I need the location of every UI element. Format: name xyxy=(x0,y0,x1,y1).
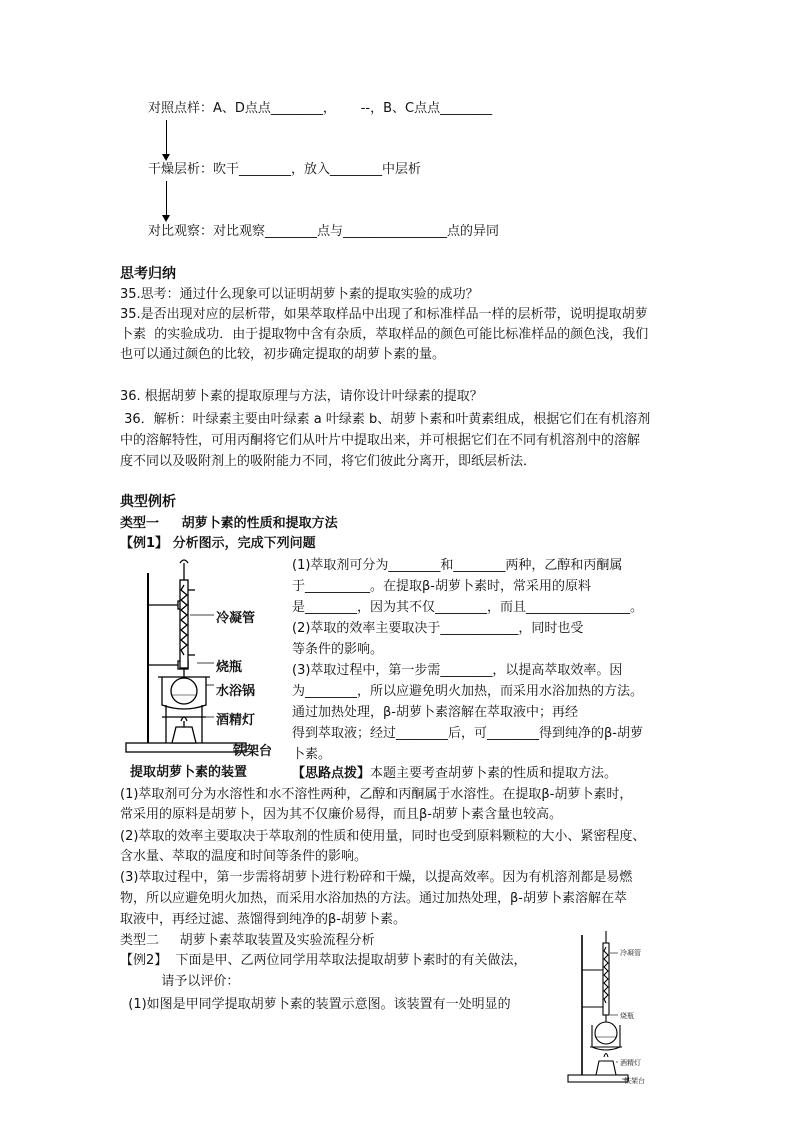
answer3-line1: (3)萃取过程中，第一步需将胡萝卜进行粉碎和干燥，以提高效率。因为有机溶剂都是易燃 xyxy=(120,870,633,885)
ex1-q1-line1: (1)萃取剂可分为________和________两种，乙醇和丙酮属 xyxy=(292,558,623,573)
summary-heading: 思考归纳 xyxy=(120,266,176,282)
ex1-q3-line3: 通过加热处理，β-胡萝卜素溶解在萃取液中；再经 xyxy=(292,705,578,720)
figure1-caption: 提取胡萝卜素的装置 xyxy=(130,765,248,780)
example-2-line1: 【例2】 下面是甲、乙两位同学用萃取法提取胡萝卜素时的有关做法， xyxy=(120,953,527,968)
answer2-line2: 含水量、萃取的温度和时间等条件的影响。 xyxy=(120,849,368,864)
figure1-label-condenser: 冷凝管 xyxy=(216,611,256,626)
ex1-q3-line5: 卜素。 xyxy=(292,747,332,762)
figure1-label-alcohol-lamp: 酒精灯 xyxy=(216,713,256,728)
figure1-label-flask: 烧瓶 xyxy=(216,660,243,675)
apparatus-figure-2 xyxy=(560,925,660,1093)
hint-line xyxy=(292,764,617,783)
answer-36-line1: 36．解析：叶绿素主要由叶绿素 a 叶绿素 b、胡萝卜素和叶黄素组成，根据它们在有机溶剂 xyxy=(120,412,651,427)
flow-arrow-line-1 xyxy=(166,120,167,156)
answer1-line1: (1)萃取剂可分为水溶性和水不溶性两种，乙醇和丙酮属于水溶性。在提取β-胡萝卜素时， xyxy=(120,787,633,802)
type-2-heading: 类型二 胡萝卜素萃取装置及实验流程分析 xyxy=(120,933,375,948)
answer3-line2: 物，所以应避免明火加热，而采用水浴加热的方法。通过加热处理，β-胡萝卜素溶解在萃 xyxy=(120,891,627,906)
answer-36-line3: 度不同以及吸附剂上的吸附能力不同，将它们彼此分离开，即纸层析法． xyxy=(120,454,537,469)
flow-step-1: 对照点样：A、D点点________， --，B、C点点________ xyxy=(148,101,493,116)
answer1-line2: 常采用的原料是胡萝卜，因为其不仅廉价易得，而且β-胡萝卜素含量也较高。 xyxy=(120,807,562,822)
examples-heading: 典型例析 xyxy=(120,494,176,510)
figure1-label-iron-stand: 铁架台 xyxy=(233,744,273,759)
question-35: 35.思考：通过什么现象可以证明胡萝卜素的提取实验的成功？ xyxy=(120,287,479,302)
flow-arrow-line-2 xyxy=(166,181,167,217)
answer-35-line3: 也可以通过颜色的比较，初步确定提取的胡萝卜素的量。 xyxy=(120,347,446,362)
answer-35-line2: 卜素 的实验成功．由于提取物中含有杂质，萃取样品的颜色可能比标准样品的颜色浅，我们 xyxy=(120,327,649,342)
ex1-q1-line3: 是________，因为其不仅________，而且________________。 xyxy=(292,600,644,615)
hint-text: 本题主要考查胡萝卜素的性质和提取方法。 xyxy=(370,766,618,781)
question-36: 36. 根据胡萝卜素的提取原理与方法，请你设计叶绿素的提取？ xyxy=(120,389,483,404)
ex1-q3-line1: (3)萃取过程中，第一步需________，以提高萃取效率。因 xyxy=(292,663,623,678)
ex1-q3-line2: 为________，所以应避免明火加热，而采用水浴加热的方法。 xyxy=(292,684,644,699)
example-2-line2: 请予以评价： xyxy=(120,974,240,989)
figure2-label-alcohol-lamp: 酒精灯 xyxy=(620,1059,641,1067)
flow-step-3: 对比观察：对比观察________点与________________点的异同 xyxy=(148,224,500,239)
flow-step-2: 干燥层析：吹干________，放入________中层析 xyxy=(148,162,422,177)
ex1-q2-line1: (2)萃取的效率主要取决于____________，同时也受 xyxy=(292,621,584,636)
ex1-q1-line2: 于__________。在提取β-胡萝卜素时，常采用的原料 xyxy=(292,579,591,594)
flow-arrow-head-1 xyxy=(162,154,170,161)
answer2-line1: (2)萃取的效率主要取决于萃取剂的性质和使用量，同时也受到原料颗粒的大小、紧密程度、 xyxy=(120,829,646,844)
flow-arrow-head-2 xyxy=(162,215,170,222)
figure2-label-flask: 烧瓶 xyxy=(620,1012,634,1020)
figure2-label-condenser: 冷凝管 xyxy=(620,949,641,957)
figure1-label-water-bath: 水浴锅 xyxy=(216,684,256,699)
answer-36-line2: 中的溶解特性，可用丙酮将它们从叶片中提取出来，并可根据它们在不同有机溶剂中的溶解 xyxy=(120,433,641,448)
ex1-q2-line2: 等条件的影响。 xyxy=(292,642,384,657)
type-1-heading: 类型一 胡萝卜素的性质和提取方法 xyxy=(120,516,338,531)
ex1-q3-line4: 得到萃取液；经过________后，可________得到纯净的β-胡萝 xyxy=(292,726,643,741)
figure2-label-iron-stand: 铁架台 xyxy=(624,1077,645,1085)
hint-label: 【思路点拨】 xyxy=(292,766,371,781)
example-1-title: 【例1】 分析图示，完成下列问题 xyxy=(120,536,316,551)
answer-35-line1: 35.是否出现对应的层析带，如果萃取样品中出现了和标准样品一样的层析带，说明提取胡萝 xyxy=(120,307,648,322)
example-2-line3: (1)如图是甲同学提取胡萝卜素的装置示意图。该装置有一处明显的 xyxy=(120,997,511,1012)
answer3-line3: 取液中，再经过滤、蒸馏得到纯净的β-胡萝卜素。 xyxy=(120,912,406,927)
